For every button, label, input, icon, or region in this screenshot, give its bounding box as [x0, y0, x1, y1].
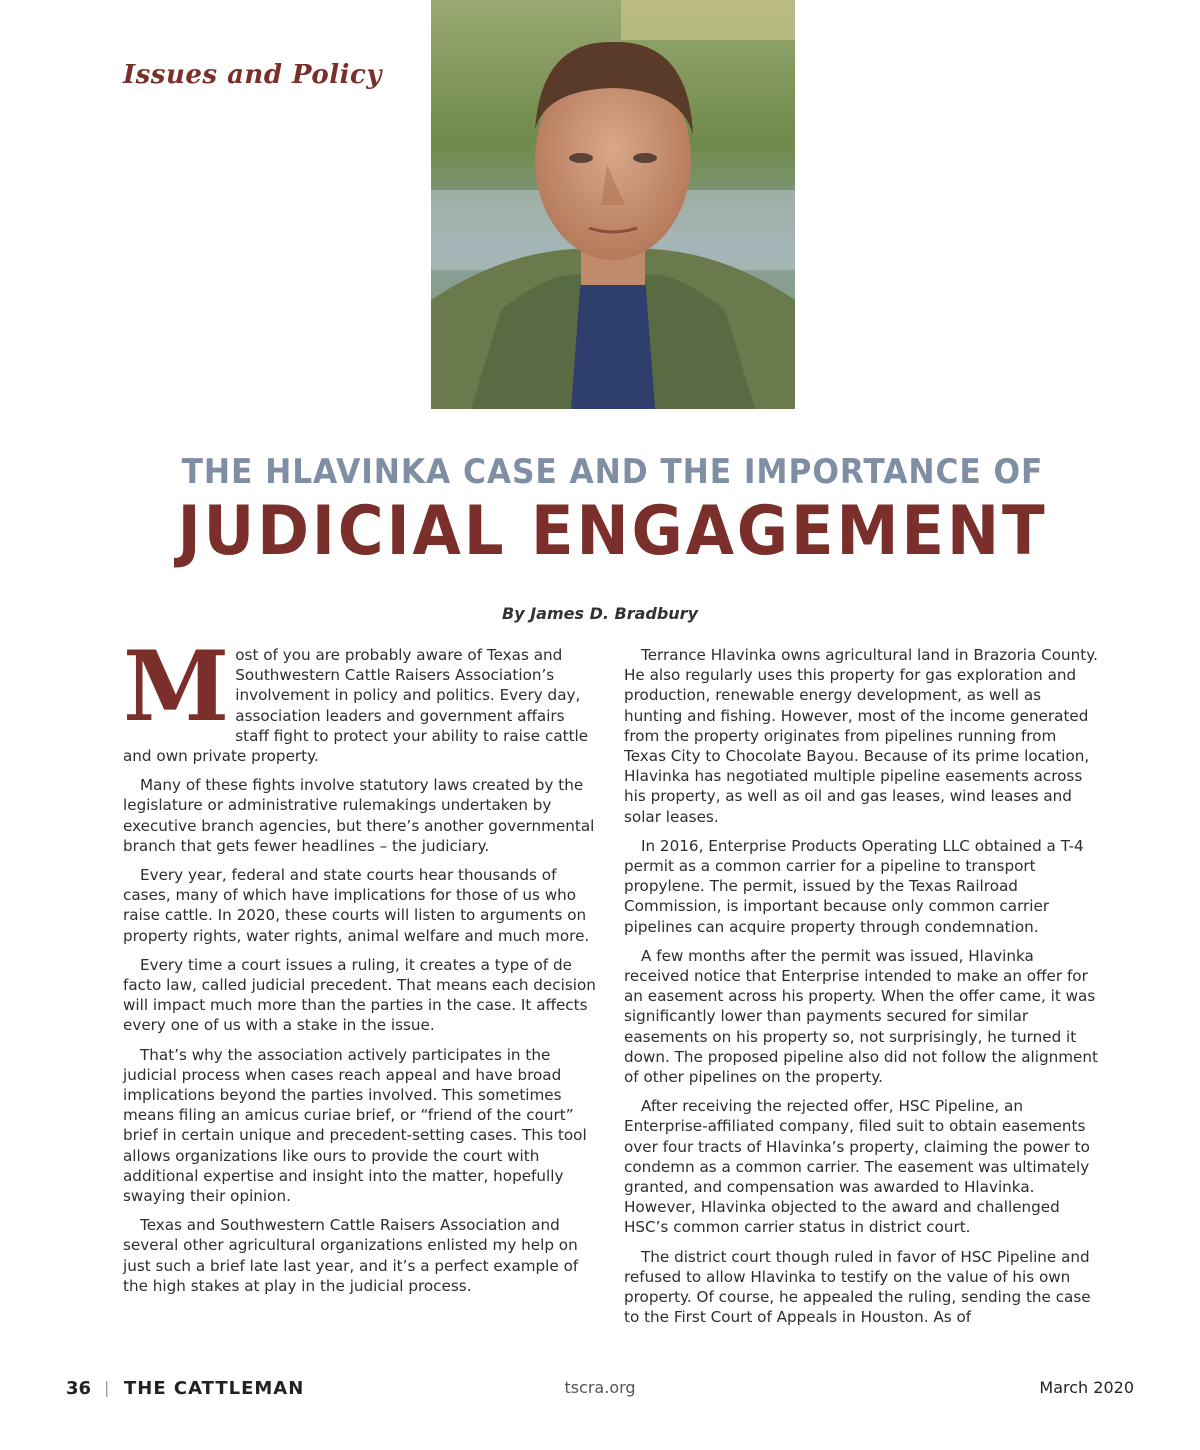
footer-separator: |	[104, 1378, 110, 1397]
paragraph: A few months after the permit was issued, Hlavinka received notice that Enterprise intended to make an offer for an easement across his property. When the offer came, it was significantly lower than payments secured for similar easements on his property so, not surprisingly, he turned it down. The proposed pipeline also did not follow the alignment of other pipelines on the property.	[624, 946, 1098, 1087]
paragraph: Most of you are probably aware of Texas and Southwestern Cattle Raisers Association’s involvement in policy and politics. Every day, association leaders and government affairs staff fight to protect your ability to raise cattle and own private property.	[123, 630, 589, 766]
issue-date: March 2020	[1039, 1378, 1134, 1397]
magazine-name: THE CATTLEMAN	[124, 1378, 305, 1399]
paragraph: In 2016, Enterprise Products Operating LLC obtained a T-4 permit as a common carrier for a pipeline to transport propylene. The permit, issued by the Texas Railroad Commission, is important because only common carrier pipelines can acquire property through condemnation.	[624, 836, 1084, 936]
paragraph: Texas and Southwestern Cattle Raisers Association and several other agricultural organizations enlisted my help on just such a brief late last year, and it’s a perfect example of the high stakes at play in the judicial process.	[123, 1216, 579, 1295]
paragraph: Many of these fights involve statutory laws created by the legislature or administrative rulemakings undertaken by executive branch agencies, but there’s another governmental branch that gets fewer headlines – the judiciary.	[123, 776, 595, 855]
byline: By James D. Bradbury	[502, 604, 698, 623]
author-photo	[431, 0, 795, 409]
paragraph: Terrance Hlavinka owns agricultural land in Brazoria County. He also regularly uses this property for gas exploration and production, renewable energy development, as well as hunting and fishing. However, most of the income generated from the property originates from pipelines running from Texas City to Chocolate Bayou. Because of its prime location, Hlavinka has negotiated multiple pipeline easements across his property, as well as oil and gas leases, wind leases and solar leases.	[624, 646, 1098, 826]
left-column	[123, 630, 603, 1305]
section-label: Issues and Policy	[123, 60, 382, 90]
page-footer	[0, 1378, 1200, 1402]
article-title-main: JUDICIAL ENGAGEMENT	[177, 492, 1048, 571]
paragraph: After receiving the rejected offer, HSC Pipeline, an Enterprise-affiliated company, filed suit to obtain easements over four tracts of Hlavinka’s property, claiming the power to condemn as a common carrier. The easement was ultimately granted, and compensation was awarded to Hlavinka. However, Hlavinka objected to the award and challenged HSC’s common carrier status in district court.	[624, 1097, 1090, 1237]
page-number: 36	[66, 1378, 92, 1399]
drop-cap: M	[123, 630, 230, 743]
paragraph: The district court though ruled in favor of HSC Pipeline and refused to allow Hlavinka to testify on the value of his own property. Of course, he appealed the ruling, sending the case to the First Court of Appeals in Houston. As of	[624, 1247, 1091, 1327]
paragraph: Every time a court issues a ruling, it creates a type of de facto law, called judicial precedent. That means each decision will impact much more than the parties in the case. It affects every one of us with a stake in the issue.	[123, 955, 596, 1035]
paragraph: Every year, federal and state courts hear thousands of cases, many of which have implications for those of us who raise cattle. In 2020, these courts will listen to arguments on property rights, water rights, animal welfare and much more.	[123, 866, 590, 945]
right-column	[624, 645, 1102, 1337]
article-title-top: THE HLAVINKA CASE AND THE IMPORTANCE OF	[181, 452, 1044, 492]
website-link[interactable]: tscra.org	[564, 1378, 636, 1397]
paragraph: That’s why the association actively participates in the judicial process when cases reach appeal and have broad implications beyond the parties involved. This sometimes means filing an amicus curiae brief, or “friend of the court” brief in certain unique and precedent-setting cases. This tool allows organizations like ours to provide the court with additional expertise and insight into the matter, hopefully swaying their opinion.	[123, 1045, 587, 1206]
